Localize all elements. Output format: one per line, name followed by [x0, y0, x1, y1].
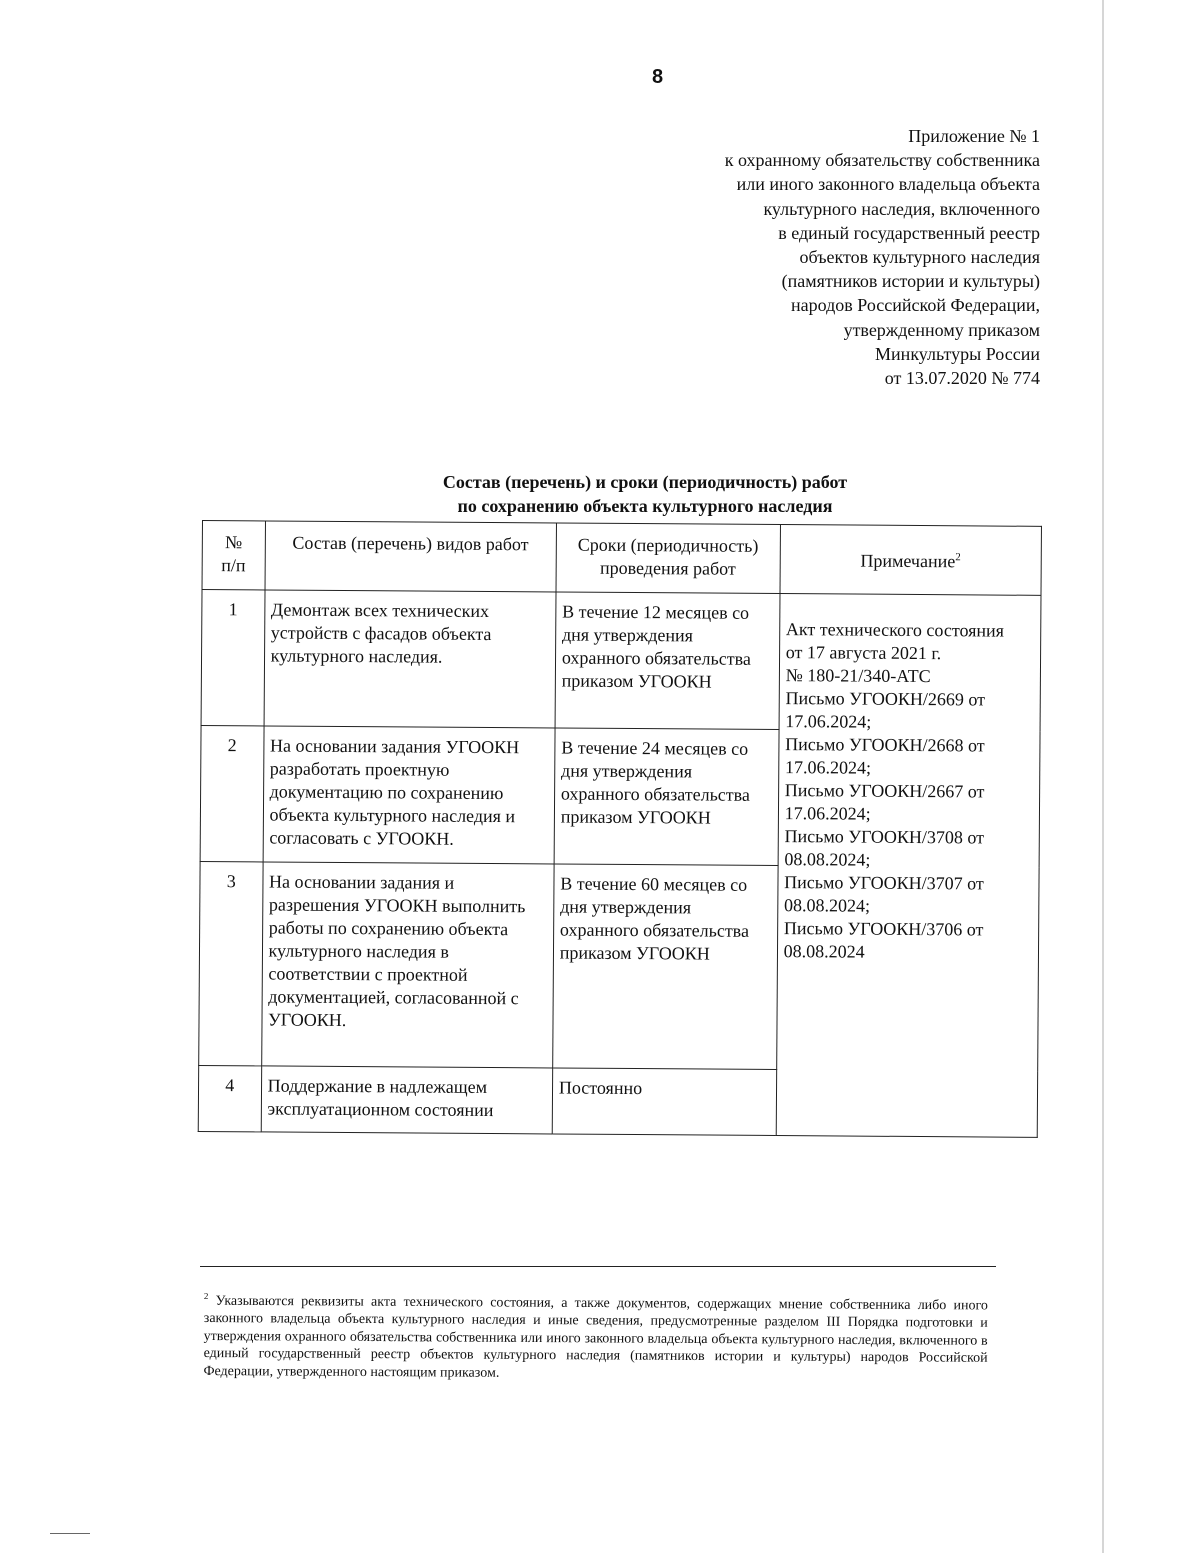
- header-term-line: Сроки (периодичность): [577, 534, 759, 556]
- note-line: от 17 августа 2021 г.: [785, 642, 942, 664]
- appendix-header: [620, 124, 1040, 390]
- footnote-separator: [200, 1266, 996, 1267]
- header-number-line: п/п: [221, 555, 246, 576]
- document-title: [0, 470, 1200, 518]
- appendix-line: Приложение № 1: [908, 126, 1040, 146]
- row-term: В течение 24 месяцев со дня утверждения охранного обязательства приказом УГООКН: [554, 728, 779, 866]
- row-work: Демонтаж всех технических устройств с фасадов объекта культурного наследия.: [264, 590, 556, 728]
- row-number: 1: [201, 590, 265, 726]
- table-header-row: [202, 521, 1041, 596]
- row-work: На основании задания и разрешения УГООКН выполнить работы по сохранению объекта культурного наследия в соответствии с проектной документацией, согласованной с УГООКН.: [261, 862, 554, 1068]
- footnote-text: Указываются реквизиты акта технического состояния, а также документов, содержащих мнение собственника либо иного законного владельца объекта культурного наследия и иные сведения, предусмотренные разделом III Порядка подготовки и утверждения охранного обязательства собственника или иного законного владельца объекта культурного наследия, включенного в единый государственный реестр объектов культурного наследия (памятников истории и культуры) народов Российской Федерации, утвержденного настоящим приказом.: [203, 1293, 988, 1381]
- row-number: 2: [200, 725, 264, 861]
- header-note: [780, 525, 1042, 596]
- document-title-line: по сохранению объекта культурного наследия: [457, 496, 833, 516]
- works-table: [198, 520, 1042, 1138]
- document-title-line: Состав (перечень) и сроки (периодичность) работ: [442, 472, 848, 492]
- appendix-line: объектов культурного наследия: [799, 247, 1040, 268]
- row-work: Поддержание в надлежащем эксплуатационном состоянии: [261, 1066, 553, 1134]
- appendix-line: в единый государственный реестр: [778, 222, 1040, 243]
- header-note-label: Примечание: [860, 550, 956, 571]
- header-term-line: проведения работ: [599, 557, 736, 579]
- appendix-line: или иного законного владельца объекта: [736, 174, 1040, 195]
- note-line: Письмо УГООКН/2669 от 17.06.2024;: [785, 688, 986, 732]
- appendix-line: к охранному обязательству собственника: [724, 150, 1040, 171]
- row-term: В течение 60 месяцев со дня утверждения охранного обязательства приказом УГООКН: [552, 864, 777, 1070]
- note-line: Письмо УГООКН/2668 от 17.06.2024;: [784, 734, 985, 778]
- appendix-line: (памятников истории и культуры): [781, 271, 1040, 292]
- row-note: [776, 594, 1041, 1138]
- footnote-mark: 2: [203, 1291, 209, 1302]
- appendix-line: Минкультуры России: [875, 343, 1040, 364]
- appendix-line: от 13.07.2020 № 774: [884, 368, 1040, 389]
- footnote-ref: 2: [955, 550, 961, 563]
- row-work: На основании задания УГООКН разработать проектную документацию по сохранению объекта культурного наследия и согласовать с УГООКН.: [263, 726, 555, 864]
- note-line: Письмо УГООКН/2667 от 17.06.2024;: [784, 780, 985, 824]
- note-line: Акт технического состояния: [785, 619, 1005, 641]
- header-work-label: Состав (перечень) видов работ: [292, 532, 529, 555]
- page-number: 8: [651, 66, 664, 88]
- row-number: 4: [198, 1065, 261, 1131]
- note-line: Письмо УГООКН/3706 от 08.08.2024: [783, 918, 984, 962]
- table-row: [201, 590, 1041, 732]
- note-line: Письмо УГООКН/3707 от 08.08.2024;: [783, 872, 984, 916]
- header-number-line: №: [224, 532, 243, 553]
- note-line: Письмо УГООКН/3708 от 08.08.2024;: [784, 826, 985, 870]
- footnote: [203, 1288, 988, 1385]
- row-number: 3: [199, 861, 263, 1065]
- appendix-line: культурного наследия, включенного: [763, 198, 1040, 219]
- scan-edge-line: [1102, 0, 1104, 1553]
- scan-corner-mark: [50, 1533, 90, 1534]
- header-term: [556, 523, 780, 594]
- row-term: В течение 12 месяцев со дня утверждения охранного обязательства приказом УГООКН: [555, 592, 780, 730]
- note-line: № 180-21/340-АТС: [785, 665, 931, 687]
- appendix-line: народов Российской Федерации,: [791, 295, 1040, 316]
- appendix-line: утвержденному приказом: [843, 319, 1040, 340]
- header-work: [265, 521, 557, 592]
- row-term: Постоянно: [552, 1068, 776, 1136]
- header-number: [202, 521, 265, 590]
